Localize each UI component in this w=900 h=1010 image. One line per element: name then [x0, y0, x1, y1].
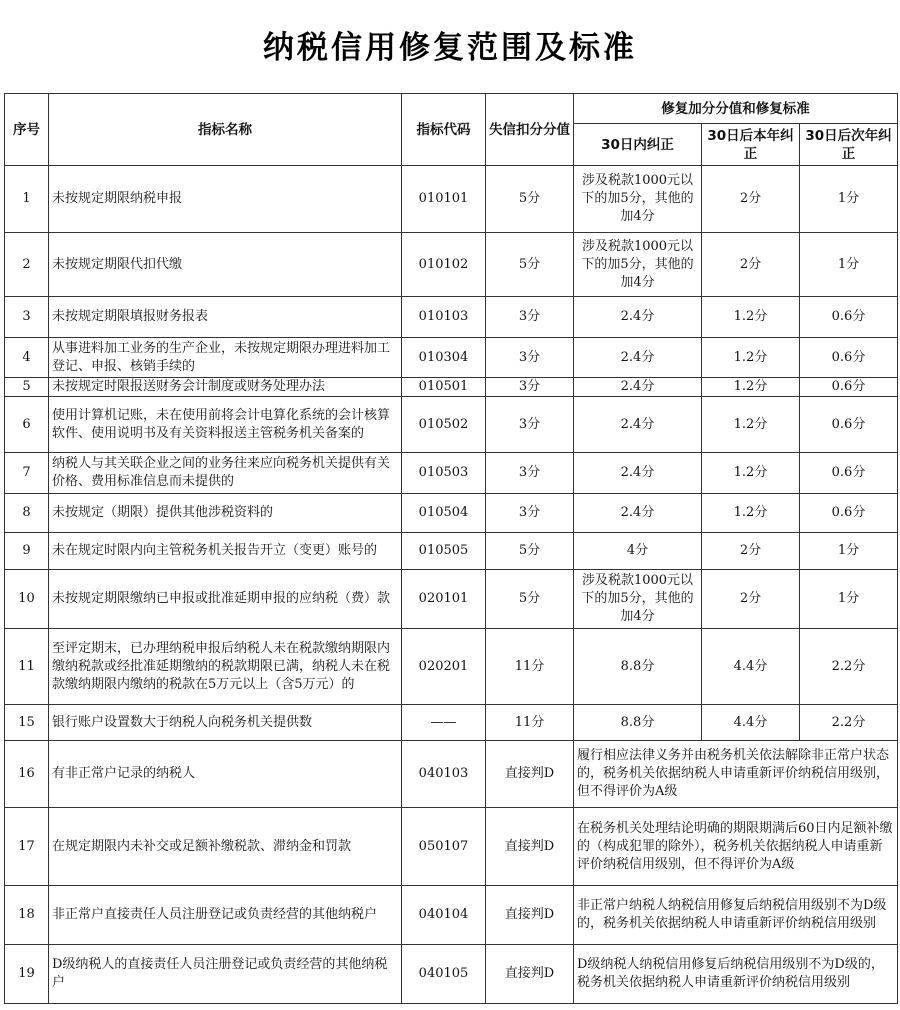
- cell-after-year: 1.2分: [702, 297, 800, 338]
- cell-within30: 2.4分: [574, 494, 702, 533]
- cell-code: 020201: [402, 629, 486, 705]
- cell-code: 040104: [402, 886, 486, 945]
- header-name: 指标名称: [49, 94, 402, 166]
- cell-within30: 2.4分: [574, 338, 702, 378]
- cell-seq: 15: [5, 705, 49, 741]
- cell-within30: 涉及税款1000元以下的加5分，其他的加4分: [574, 233, 702, 297]
- table-row: [5, 945, 898, 1004]
- cell-seq: 19: [5, 945, 49, 1004]
- cell-after-year: 2分: [702, 533, 800, 570]
- cell-after-next: 2.2分: [800, 705, 898, 741]
- cell-after-year: 1.2分: [702, 338, 800, 378]
- cell-repair-criteria: 履行相应法律义务并由税务机关依法解除非正常户状态的，税务机关依据纳税人申请重新评价纳税信用级别，但不得评价为A级: [574, 741, 898, 808]
- cell-code: 010102: [402, 233, 486, 297]
- cell-name: 非正常户直接责任人员注册登记或负责经营的其他纳税户: [49, 886, 402, 945]
- cell-code: 040103: [402, 741, 486, 808]
- cell-after-next: 1分: [800, 570, 898, 629]
- cell-within30: 涉及税款1000元以下的加5分，其他的加4分: [574, 166, 702, 233]
- table-row: [5, 378, 898, 397]
- cell-name: 未按规定（期限）提供其他涉税资料的: [49, 494, 402, 533]
- cell-within30: 2.4分: [574, 378, 702, 397]
- cell-seq: 16: [5, 741, 49, 808]
- header-after30-next: 30日后次年纠正: [800, 124, 898, 166]
- cell-name: 在规定期限内未补交或足额补缴税款、滞纳金和罚款: [49, 808, 402, 886]
- cell-after-year: 4.4分: [702, 629, 800, 705]
- table-row: [5, 397, 898, 453]
- cell-seq: 2: [5, 233, 49, 297]
- cell-after-year: 2分: [702, 570, 800, 629]
- cell-deduct: 3分: [486, 338, 574, 378]
- header-repair-group: 修复加分分值和修复标准: [574, 94, 898, 124]
- cell-after-year: 1.2分: [702, 453, 800, 494]
- cell-deduct: 3分: [486, 397, 574, 453]
- cell-after-next: 1分: [800, 233, 898, 297]
- table-row: [5, 494, 898, 533]
- cell-name: 从事进料加工业务的生产企业，未按规定期限办理进料加工登记、申报、核销手续的: [49, 338, 402, 378]
- cell-after-year: 2分: [702, 233, 800, 297]
- cell-repair-criteria: 非正常户纳税人纳税信用修复后纳税信用级别不为D级的，税务机关依据纳税人申请重新评价纳税信用级别: [574, 886, 898, 945]
- table-row: [5, 166, 898, 233]
- cell-deduct: 11分: [486, 629, 574, 705]
- cell-seq: 10: [5, 570, 49, 629]
- cell-seq: 7: [5, 453, 49, 494]
- cell-name: D级纳税人的直接责任人员注册登记或负责经营的其他纳税户: [49, 945, 402, 1004]
- cell-deduct: 3分: [486, 494, 574, 533]
- cell-within30: 4分: [574, 533, 702, 570]
- cell-code: 040105: [402, 945, 486, 1004]
- table-row: [5, 533, 898, 570]
- cell-code: 020101: [402, 570, 486, 629]
- table-row: [5, 453, 898, 494]
- cell-within30: 2.4分: [574, 453, 702, 494]
- cell-name: 未按规定期限代扣代缴: [49, 233, 402, 297]
- table-row: [5, 629, 898, 705]
- cell-deduct: 3分: [486, 453, 574, 494]
- cell-repair-criteria: 在税务机关处理结论明确的期限期满后60日内足额补缴的（构成犯罪的除外），税务机关依据纳税人申请重新评价纳税信用级别，但不得评价为A级: [574, 808, 898, 886]
- table-row: [5, 886, 898, 945]
- cell-within30: 2.4分: [574, 297, 702, 338]
- cell-name: 有非正常户记录的纳税人: [49, 741, 402, 808]
- cell-seq: 9: [5, 533, 49, 570]
- cell-seq: 4: [5, 338, 49, 378]
- cell-after-next: 0.6分: [800, 453, 898, 494]
- cell-code: 010103: [402, 297, 486, 338]
- cell-within30: 2.4分: [574, 397, 702, 453]
- table-row: [5, 741, 898, 808]
- cell-repair-criteria: D级纳税人纳税信用修复后纳税信用级别不为D级的，税务机关依据纳税人申请重新评价纳税信用级别: [574, 945, 898, 1004]
- cell-deduct: 3分: [486, 378, 574, 397]
- cell-after-year: 1.2分: [702, 494, 800, 533]
- cell-seq: 17: [5, 808, 49, 886]
- credit-repair-table: [4, 93, 898, 1004]
- cell-after-year: 1.2分: [702, 378, 800, 397]
- cell-deduct: 5分: [486, 166, 574, 233]
- table-row: [5, 233, 898, 297]
- cell-name: 未按规定期限缴纳已申报或批准延期申报的应纳税（费）款: [49, 570, 402, 629]
- table-row: [5, 705, 898, 741]
- cell-deduct: 5分: [486, 233, 574, 297]
- cell-deduct: 5分: [486, 570, 574, 629]
- cell-deduct: 直接判D: [486, 945, 574, 1004]
- cell-code: 010505: [402, 533, 486, 570]
- cell-code: 010502: [402, 397, 486, 453]
- cell-code: 010503: [402, 453, 486, 494]
- cell-within30: 涉及税款1000元以下的加5分，其他的加4分: [574, 570, 702, 629]
- table-row: [5, 808, 898, 886]
- cell-deduct: 3分: [486, 297, 574, 338]
- cell-after-next: 0.6分: [800, 338, 898, 378]
- cell-code: 010504: [402, 494, 486, 533]
- header-within30: 30日内纠正: [574, 124, 702, 166]
- cell-name: 未按规定期限填报财务报表: [49, 297, 402, 338]
- cell-name: 未按规定时限报送财务会计制度或财务处理办法: [49, 378, 402, 397]
- cell-within30: 8.8分: [574, 629, 702, 705]
- cell-within30: 8.8分: [574, 705, 702, 741]
- cell-deduct: 5分: [486, 533, 574, 570]
- cell-seq: 6: [5, 397, 49, 453]
- cell-name: 纳税人与其关联企业之间的业务往来应向税务机关提供有关价格、费用标准信息而未提供的: [49, 453, 402, 494]
- cell-after-next: 0.6分: [800, 494, 898, 533]
- table-row: [5, 297, 898, 338]
- header-code: 指标代码: [402, 94, 486, 166]
- table-row: [5, 338, 898, 378]
- header-deduct: 失信扣分分值: [486, 94, 574, 166]
- cell-seq: 1: [5, 166, 49, 233]
- table-row: [5, 570, 898, 629]
- cell-after-next: 0.6分: [800, 378, 898, 397]
- cell-code: 050107: [402, 808, 486, 886]
- cell-code: 010501: [402, 378, 486, 397]
- header-after30-year: 30日后本年纠正: [702, 124, 800, 166]
- cell-seq: 5: [5, 378, 49, 397]
- cell-after-next: 0.6分: [800, 397, 898, 453]
- cell-name: 使用计算机记账，未在使用前将会计电算化系统的会计核算软件、使用说明书及有关资料报送主管税务机关备案的: [49, 397, 402, 453]
- cell-name: 银行账户设置数大于纳税人向税务机关提供数: [49, 705, 402, 741]
- cell-name: 未在规定时限内向主管税务机关报告开立（变更）账号的: [49, 533, 402, 570]
- cell-code: 010304: [402, 338, 486, 378]
- cell-after-next: 1分: [800, 533, 898, 570]
- cell-after-year: 1.2分: [702, 397, 800, 453]
- header-seq: 序号: [5, 94, 49, 166]
- page-title: 纳税信用修复范围及标准: [263, 30, 637, 66]
- cell-deduct: 11分: [486, 705, 574, 741]
- cell-after-year: 4.4分: [702, 705, 800, 741]
- cell-after-next: 1分: [800, 166, 898, 233]
- cell-code: 010101: [402, 166, 486, 233]
- cell-name: 至评定期末，已办理纳税申报后纳税人未在税款缴纳期限内缴纳税款或经批准延期缴纳的税款期限已满，纳税人未在税款缴纳期限内缴纳的税款在5万元以上（含5万元）的: [49, 629, 402, 705]
- cell-seq: 18: [5, 886, 49, 945]
- cell-seq: 3: [5, 297, 49, 338]
- cell-seq: 11: [5, 629, 49, 705]
- cell-code: ——: [402, 705, 486, 741]
- cell-seq: 8: [5, 494, 49, 533]
- cell-deduct: 直接判D: [486, 886, 574, 945]
- cell-after-next: 0.6分: [800, 297, 898, 338]
- cell-after-year: 2分: [702, 166, 800, 233]
- cell-after-next: 2.2分: [800, 629, 898, 705]
- cell-deduct: 直接判D: [486, 741, 574, 808]
- cell-deduct: 直接判D: [486, 808, 574, 886]
- cell-name: 未按规定期限纳税申报: [49, 166, 402, 233]
